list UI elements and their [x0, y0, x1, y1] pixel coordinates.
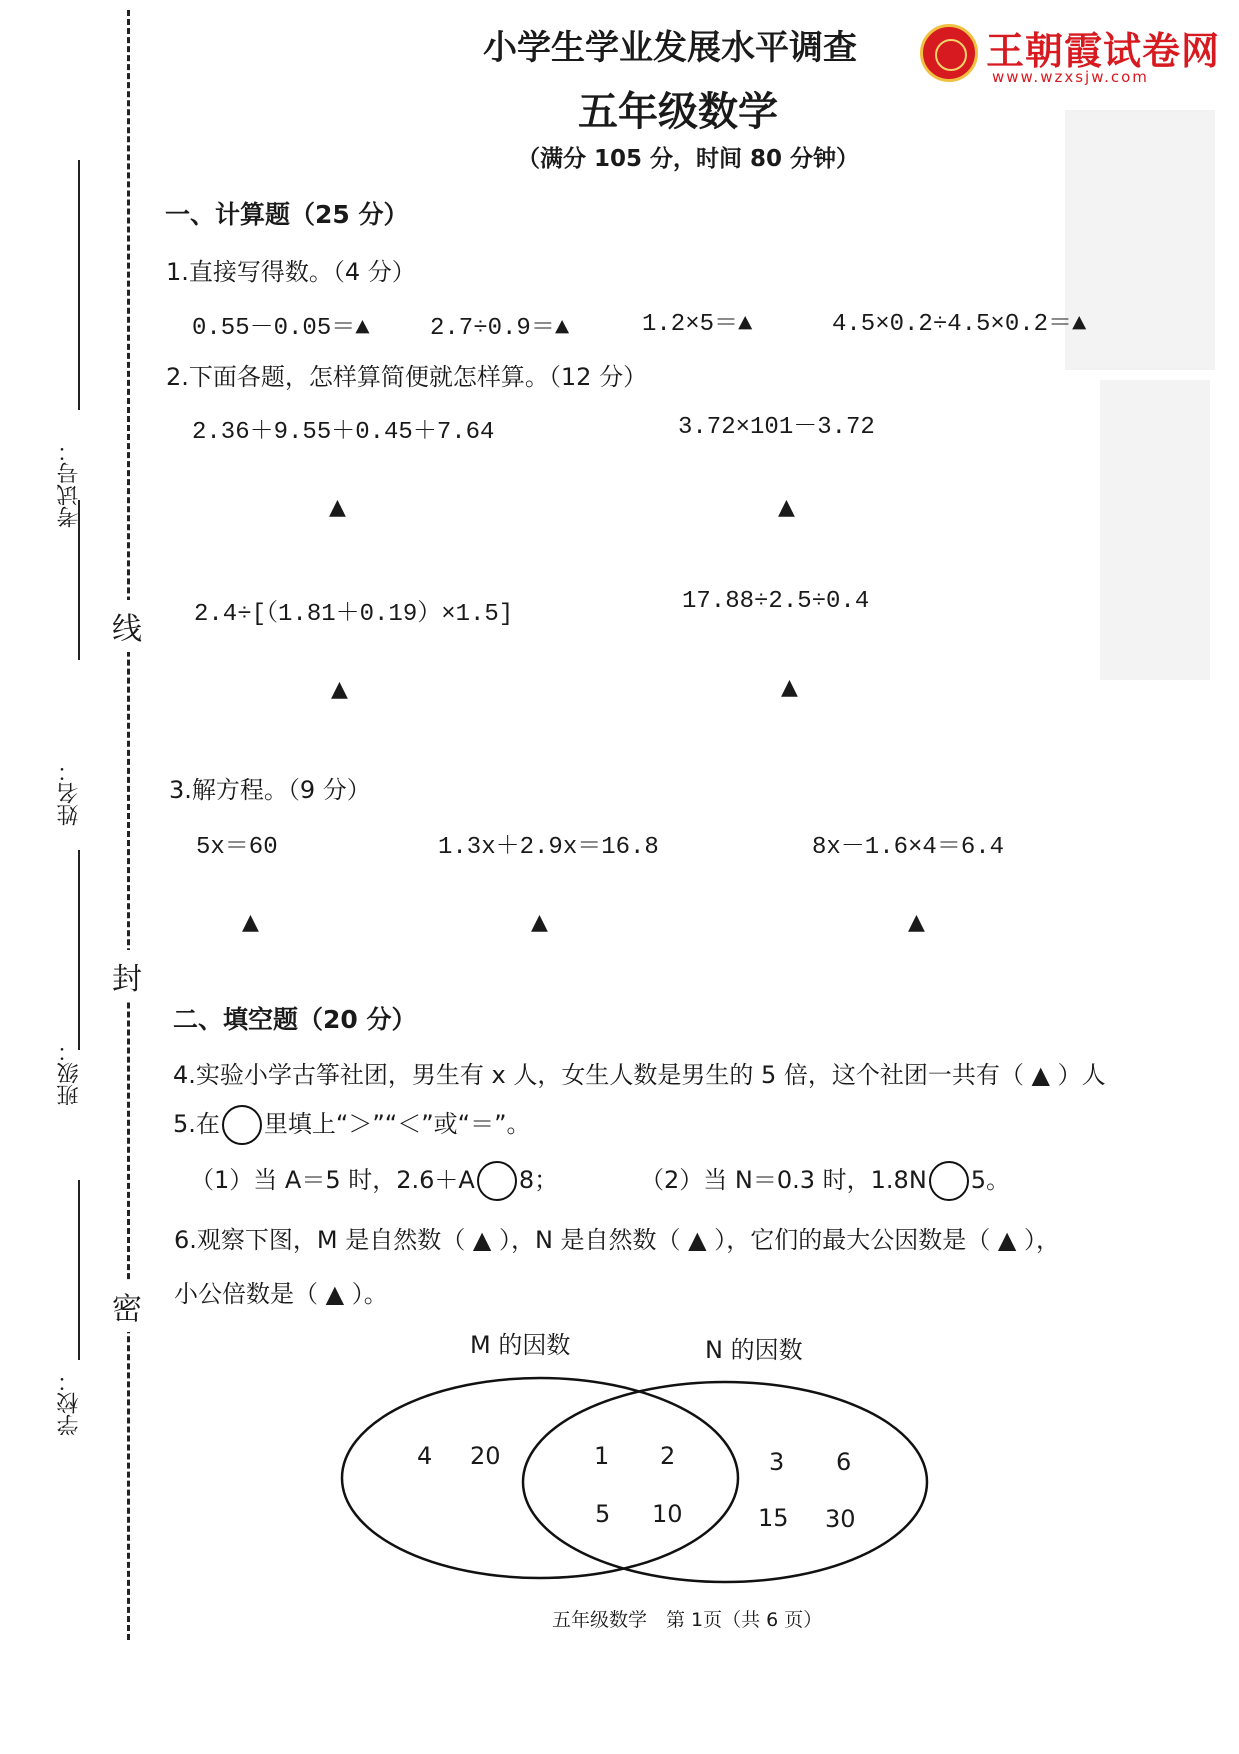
q3-title: 3.解方程。（9 分） [169, 776, 371, 804]
q1-title: 1.直接写得数。（4 分） [166, 258, 416, 286]
venn-both-number: 10 [652, 1500, 683, 1528]
q5-part1-suffix: 8； [518, 1166, 559, 1194]
q2-title: 2.下面各题，怎样算简便就怎样算。（12 分） [166, 363, 648, 391]
q5-part2-suffix: 5。 [970, 1166, 1011, 1194]
q5-line [173, 1104, 531, 1145]
answer-mark: ▲ [908, 910, 925, 935]
section1-title: 一、计算题（25 分） [165, 200, 409, 229]
q2-item: 2.4÷[（1.81＋0.19）×1.5] [194, 601, 514, 628]
q1-item: 0.55－0.05＝▲ [192, 315, 370, 342]
logo-name: 王朝霞试卷网 [986, 29, 1221, 73]
answer-mark: ▲ [329, 495, 346, 520]
q1-item: 2.7÷0.9＝▲ [430, 315, 570, 342]
school-line [78, 1180, 80, 1360]
venn-m-only-number: 20 [470, 1442, 501, 1470]
q2-item: 3.72×101－3.72 [678, 414, 875, 441]
page-footer: 五年级数学 第 1页（共 6 页） [552, 1609, 823, 1631]
answer-mark: ▲ [242, 910, 259, 935]
venn-label-m: M 的因数 [470, 1331, 571, 1359]
section2-title: 二、填空题（20 分） [173, 1005, 417, 1034]
binding-dashed-line [127, 10, 130, 1640]
seal-feng-char: 封 [112, 950, 142, 1002]
q3-item: 8x－1.6×4＝6.4 [812, 834, 1005, 861]
class-label: 班级： [57, 1040, 82, 1106]
site-logo [920, 18, 1232, 88]
exam-no-line [78, 160, 80, 410]
q2-item: 2.36＋9.55＋0.45＋7.64 [192, 419, 495, 446]
q5-part2 [640, 1160, 1010, 1201]
q3-item: 1.3x＋2.9x＝16.8 [438, 834, 659, 861]
name-label: 姓名： [57, 760, 82, 826]
venn-m-only-number: 4 [417, 1442, 433, 1470]
exam-info: （满分 105 分，时间 80 分钟） [517, 146, 860, 172]
seal-line-char: 线 [112, 600, 142, 652]
scan-smudge [1100, 380, 1210, 680]
class-line [78, 850, 80, 1050]
school-label: 学校： [57, 1370, 82, 1436]
compare-circle [929, 1161, 969, 1201]
q6-line2: 小公倍数是（ ▲ ）。 [174, 1280, 388, 1308]
q5-prefix: 5.在 [173, 1110, 220, 1138]
q4-text: 4.实验小学古筝社团，男生有 x 人，女生人数是男生的 5 倍，这个社团一共有（ ▲ ）人 [173, 1061, 1106, 1089]
venn-both-number: 2 [660, 1442, 676, 1470]
q6-line1: 6.观察下图，M 是自然数（ ▲ ），N 是自然数（ ▲ ），它们的最大公因数是（ ▲ ）， [174, 1226, 1060, 1254]
venn-n-only-number: 6 [836, 1448, 852, 1476]
q5-part1-prefix: （1）当 A＝5 时，2.6＋A [190, 1166, 475, 1194]
venn-n-only-number: 15 [758, 1504, 789, 1532]
logo-badge-icon [920, 24, 978, 82]
seal-mi-char: 密 [112, 1280, 142, 1332]
answer-mark: ▲ [331, 677, 348, 702]
venn-both-number: 1 [594, 1442, 610, 1470]
q3-item: 5x＝60 [196, 834, 278, 861]
compare-circle [477, 1161, 517, 1201]
venn-both-number: 5 [595, 1500, 611, 1528]
venn-n-only-number: 30 [825, 1505, 856, 1533]
venn-circle-m [342, 1378, 738, 1578]
compare-circle [222, 1105, 262, 1145]
answer-mark: ▲ [781, 675, 798, 700]
venn-diagram [330, 1370, 940, 1590]
q1-item: 1.2×5＝▲ [642, 311, 753, 338]
q2-item: 17.88÷2.5÷0.4 [682, 588, 870, 615]
q1-item: 4.5×0.2÷4.5×0.2＝▲ [832, 311, 1087, 338]
exam-title: 小学生学业发展水平调查 [483, 28, 857, 68]
q5-part1 [190, 1160, 558, 1201]
venn-n-only-number: 3 [769, 1448, 785, 1476]
q5-part2-prefix: （2）当 N＝0.3 时，1.8N [640, 1166, 927, 1194]
logo-url: www.wzxsjw.com [992, 68, 1149, 86]
name-line [78, 500, 80, 660]
answer-mark: ▲ [778, 495, 795, 520]
exam-no-label: 考试号： [57, 440, 82, 528]
q5-suffix: 里填上“＞”“＜”或“＝”。 [263, 1110, 531, 1138]
exam-subject: 五年级数学 [578, 89, 778, 135]
venn-circle-n [523, 1382, 927, 1582]
venn-label-n: N 的因数 [705, 1336, 803, 1364]
scan-smudge [1065, 110, 1215, 370]
answer-mark: ▲ [531, 910, 548, 935]
